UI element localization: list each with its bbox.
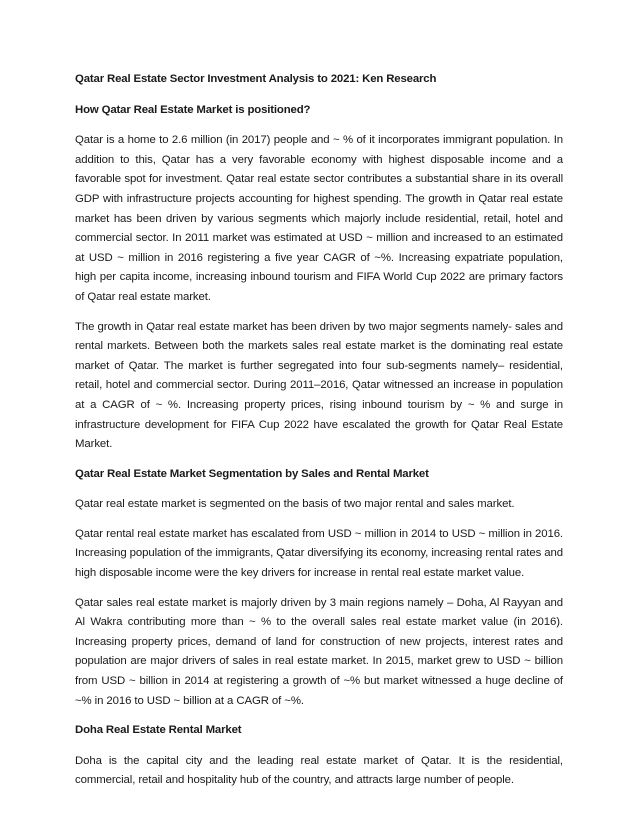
document-body: [75, 70, 563, 801]
document-title: Qatar Real Estate Sector Investment Analysis to 2021: Ken Research: [75, 73, 437, 85]
section-heading-doha-rental: Doha Real Estate Rental Market: [75, 724, 242, 737]
paragraph: Qatar is a home to 2.6 million (in 2017) people and ~ % of it incorporates immigrant population. In addition to this, Qatar has a very favorable economy with highest disposable income and a favorable spot for investment. Qatar real estate sector contributes a substantial share in its overall GDP with infrastructure projects accounting for highest spending. The growth in Qatar real estate market has been driven by various segments which majorly include residential, retail, hotel and commercial sector. In 2011 market was estimated at USD ~ million and increased to an estimated at USD ~ million in 2016 registering a five year CAGR of ~%. Increasing expatriate population, high per capita income, increasing inbound tourism and FIFA World Cup 2022 are primary factors of Qatar real estate market.: [75, 134, 563, 303]
paragraph: Qatar real estate market is segmented on the basis of two major rental and sales market.: [75, 498, 515, 511]
section-heading-segmentation: Qatar Real Estate Market Segmentation by Sales and Rental Market: [75, 467, 429, 480]
paragraph: Doha is the capital city and the leading real estate market of Qatar. It is the residential, commercial, retail and hospitality hub of the country, and attracts large number of people.: [75, 754, 563, 787]
paragraph: Qatar sales real estate market is majorly driven by 3 main regions namely – Doha, Al Rayyan and Al Wakra contributing more than ~ % to the overall sales real estate market value (in 2016). Increasing property prices, demand of land for construction of new projects, interest rates and population are major drivers of sales in real estate market. In 2015, market grew to USD ~ billion from USD ~ billion in 2014 at registering a growth of ~% but market witnessed a huge decline of ~% in 2016 to USD ~ billion at a CAGR of ~%.: [75, 596, 563, 707]
section-heading-market-position: How Qatar Real Estate Market is positioned?: [75, 103, 311, 116]
paragraph: The growth in Qatar real estate market has been driven by two major segments namely- sales and rental markets. Between both the markets sales real estate market is the dominating real estate market of Qatar. The market is further segregated into four sub-segments namely– residential, retail, hotel and commercial sector. During 2011–2016, Qatar witnessed an increase in population at a CAGR of ~ %. Increasing property prices, rising inbound tourism by ~ % and surge in infrastructure development for FIFA Cup 2022 have escalated the growth for Qatar Real Estate Market.: [75, 320, 563, 451]
paragraph: Qatar rental real estate market has escalated from USD ~ million in 2014 to USD ~ million in 2016. Increasing population of the immigrants, Qatar diversifying its economy, increasing rental rates and high disposable income were the key drivers for increase in rental real estate market value.: [75, 527, 563, 580]
